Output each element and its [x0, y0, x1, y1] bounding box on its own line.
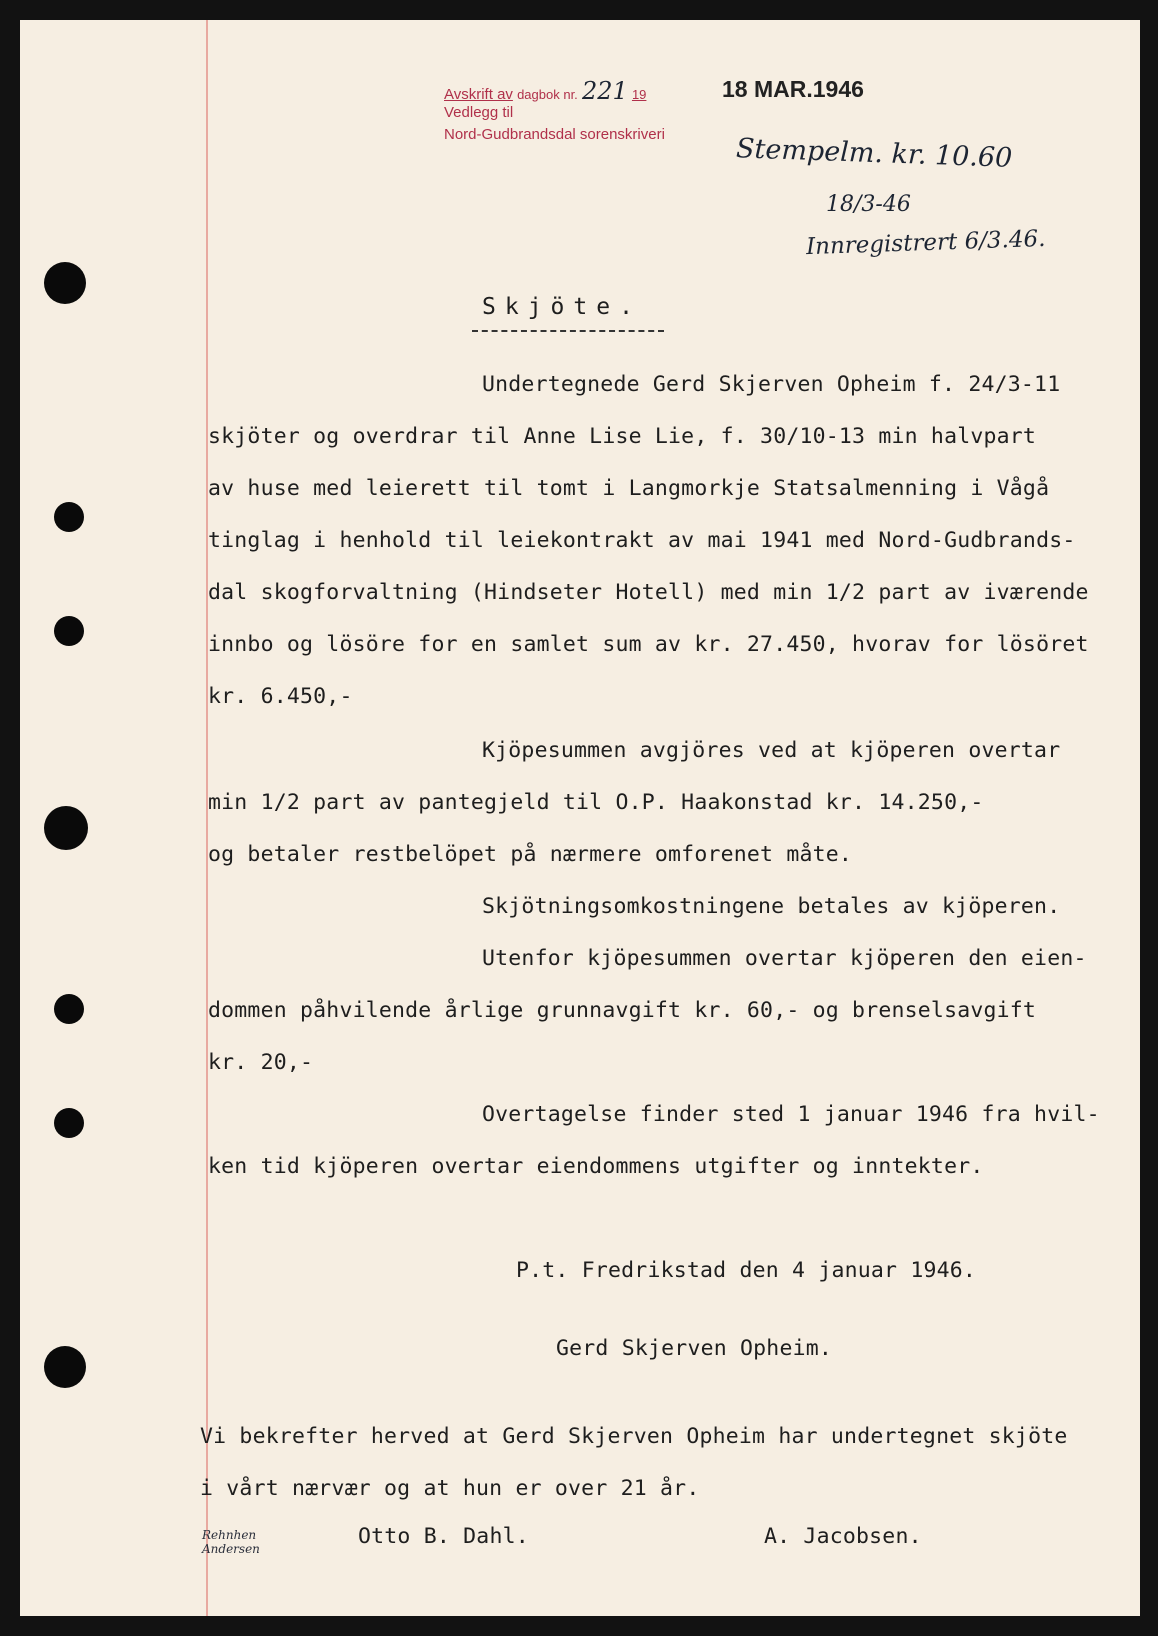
- stamp-entry-number: 221: [581, 77, 628, 105]
- handwritten-fee: Stempelm. kr. 10.60: [735, 133, 1013, 174]
- body-line: tinglag i henhold til leiekontrakt av mai 1941 med Nord-Gudbrands-: [208, 528, 1076, 553]
- body-line: ken tid kjöperen overtar eiendommens utgifter og inntekter.: [208, 1154, 984, 1179]
- document-page: [20, 20, 1140, 1616]
- margin-rule: [206, 20, 208, 1616]
- punch-hole: [44, 1346, 86, 1388]
- document-title: Skjöte.: [482, 294, 642, 320]
- handwritten-note: Innregistrert 6/3.46.: [805, 225, 1046, 261]
- body-line: og betaler restbelöpet på nærmere omforenet måte.: [208, 842, 853, 867]
- body-line: innbo og lösöre for en samlet sum av kr. 27.450, hvorav for lösöret: [208, 632, 1089, 657]
- registry-stamp: [444, 77, 744, 144]
- witness-first: Otto B. Dahl.: [358, 1524, 529, 1549]
- body-line: kr. 6.450,-: [208, 684, 353, 709]
- body-line: Kjöpesummen avgjöres ved at kjöperen overtar: [482, 738, 1061, 763]
- body-line: Overtagelse finder sted 1 januar 1946 fra hvil-: [482, 1102, 1100, 1127]
- handwritten-date: 18/3-46: [826, 192, 911, 217]
- punch-hole: [54, 502, 84, 532]
- margin-signature-line: Andersen: [202, 1542, 260, 1556]
- body-line: Utenfor kjöpesummen overtar kjöperen den eien-: [482, 946, 1087, 971]
- body-line: skjöter og overdrar til Anne Lise Lie, f. 30/10-13 min halvpart: [208, 424, 1037, 449]
- body-line: kr. 20,-: [208, 1050, 314, 1075]
- title-underline: [472, 330, 664, 332]
- witness-second: A. Jacobsen.: [764, 1524, 922, 1549]
- margin-signature: [202, 1528, 260, 1556]
- punch-hole: [44, 806, 88, 850]
- punch-hole: [54, 616, 84, 646]
- place-date: P.t. Fredrikstad den 4 januar 1946.: [516, 1258, 977, 1283]
- body-line: dommen påhvilende årlige grunnavgift kr. 60,- og brenselsavgift: [208, 998, 1037, 1023]
- punch-hole: [44, 262, 86, 304]
- body-line: av huse med leierett til tomt i Langmorkje Statsalmenning i Vågå: [208, 476, 1050, 501]
- stamp-avskrift: Avskrift av: [444, 86, 513, 103]
- stamp-date: 18 MAR.1946: [722, 76, 864, 102]
- stamp-year-suffix: 19: [631, 87, 647, 102]
- signer-name: Gerd Skjerven Opheim.: [556, 1336, 833, 1361]
- witness-line: Vi bekrefter herved at Gerd Skjerven Opheim har undertegnet skjöte: [200, 1424, 1068, 1449]
- witness-line: i vårt nærvær og at hun er over 21 år.: [200, 1476, 700, 1501]
- stamp-dagbok: dagbok nr.: [517, 87, 578, 102]
- margin-signature-line: Rehnhen: [202, 1528, 257, 1542]
- punch-hole: [54, 994, 84, 1024]
- stamp-office: Nord-Gudbrandsdal sorenskriveri: [444, 126, 665, 143]
- punch-hole: [54, 1108, 84, 1138]
- body-line: Undertegnede Gerd Skjerven Opheim f. 24/3-11: [482, 372, 1061, 397]
- body-line: min 1/2 part av pantegjeld til O.P. Haakonstad kr. 14.250,-: [208, 790, 984, 815]
- body-line: dal skogforvaltning (Hindseter Hotell) med min 1/2 part av iværende: [208, 580, 1089, 605]
- body-line: Skjötningsomkostningene betales av kjöperen.: [482, 894, 1061, 919]
- stamp-vedlegg: Vedlegg til: [444, 104, 514, 121]
